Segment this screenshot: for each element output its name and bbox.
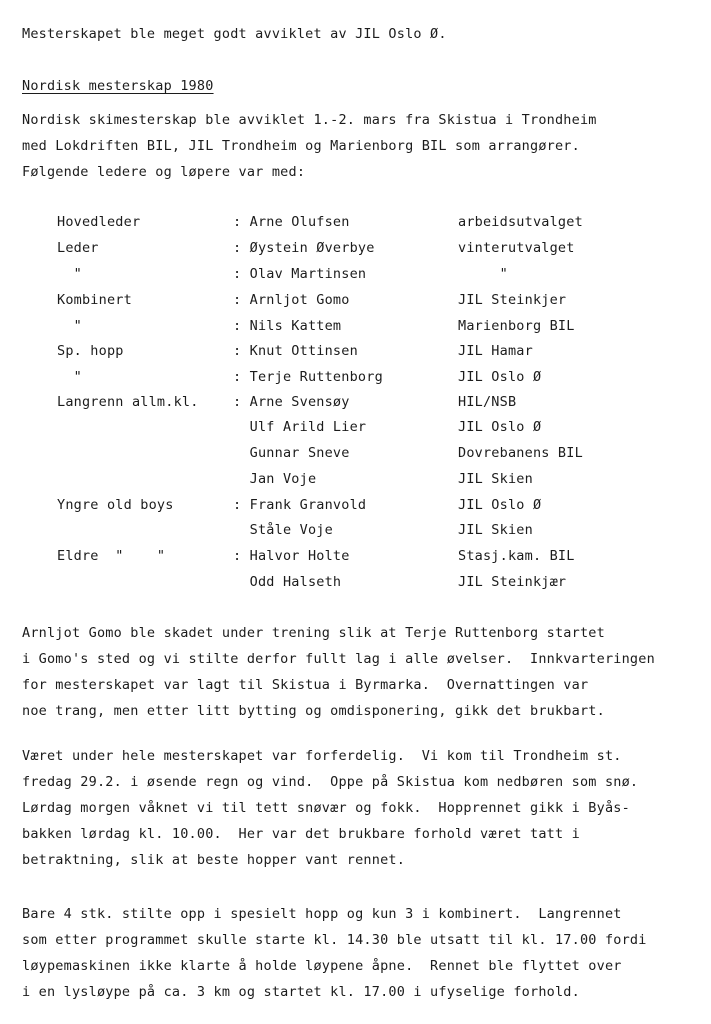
roster-club: JIL Steinkjer: [458, 292, 567, 308]
roster-role: ": [57, 369, 82, 385]
roster-club: JIL Skien: [458, 522, 533, 538]
roster-club: vinterutvalget: [458, 240, 575, 256]
roster-row: [0, 265, 711, 283]
paragraph-line: med Lokdriften BIL, JIL Trondheim og Marienborg BIL som arrangører.: [22, 138, 580, 154]
roster-club: JIL Steinkjær: [458, 574, 567, 590]
roster-name: : Olav Martinsen: [233, 266, 367, 282]
roster-name: Jan Voje: [233, 471, 317, 487]
roster-role: ": [57, 318, 82, 334]
roster-name: : Øystein Øverbye: [233, 240, 375, 256]
paragraph-line: Nordisk skimesterskap ble avviklet 1.-2. mars fra Skistua i Trondheim: [22, 112, 597, 128]
roster-club: Dovrebanens BIL: [458, 445, 583, 461]
roster-row: [0, 444, 711, 462]
roster-row: [0, 418, 711, 436]
roster-club: arbeidsutvalget: [458, 214, 583, 230]
roster-club: Marienborg BIL: [458, 318, 575, 334]
roster-row: [0, 317, 711, 335]
roster-role: Langrenn allm.kl.: [57, 394, 199, 410]
roster-row: [0, 368, 711, 386]
roster-row: [0, 496, 711, 514]
roster-row: [0, 547, 711, 565]
paragraph-line: i en lysløype på ca. 3 km og startet kl. 17.00 i ufyselige forhold.: [22, 984, 580, 1000]
paragraph-line: Arnljot Gomo ble skadet under trening slik at Terje Ruttenborg startet: [22, 625, 605, 641]
roster-name: Odd Halseth: [233, 574, 342, 590]
paragraph-line: Lørdag morgen våknet vi til tett snøvær og fokk. Hopprennet gikk i Byås-: [22, 800, 630, 816]
roster-name: : Knut Ottinsen: [233, 343, 358, 359]
roster-role: Sp. hopp: [57, 343, 124, 359]
roster-name: : Arne Olufsen: [233, 214, 350, 230]
roster-club: Stasj.kam. BIL: [458, 548, 575, 564]
roster-club: JIL Oslo Ø: [458, 419, 542, 435]
paragraph-line: fredag 29.2. i øsende regn og vind. Oppe på Skistua kom nedbøren som snø.: [22, 774, 639, 790]
roster-role: ": [57, 266, 82, 282]
paragraph-line: Følgende ledere og løpere var med:: [22, 164, 306, 180]
roster-club: HIL/NSB: [458, 394, 517, 410]
paragraph-line: betraktning, slik at beste hopper vant rennet.: [22, 852, 406, 868]
roster-row: [0, 239, 711, 257]
roster-club: JIL Hamar: [458, 343, 533, 359]
paragraph-line: Været under hele mesterskapet var forferdelig. Vi kom til Trondheim st.: [22, 748, 622, 764]
roster-name: Ulf Arild Lier: [233, 419, 367, 435]
roster-club: JIL Skien: [458, 471, 533, 487]
roster-row: [0, 521, 711, 539]
roster-club: ": [458, 266, 508, 282]
intro-line: Mesterskapet ble meget godt avviklet av JIL Oslo Ø.: [22, 26, 447, 42]
roster-name: Ståle Voje: [233, 522, 333, 538]
roster-name: : Frank Granvold: [233, 497, 367, 513]
roster-name: : Terje Ruttenborg: [233, 369, 383, 385]
paragraph-line: som etter programmet skulle starte kl. 14.30 ble utsatt til kl. 17.00 fordi: [22, 932, 647, 948]
roster-role: Kombinert: [57, 292, 132, 308]
section-title: Nordisk mesterskap 1980: [22, 78, 214, 94]
paragraph-line: løypemaskinen ikke klarte å holde løypene åpne. Rennet ble flyttet over: [22, 958, 622, 974]
roster-name: Gunnar Sneve: [233, 445, 350, 461]
roster-name: : Nils Kattem: [233, 318, 342, 334]
roster-role: Eldre " ": [57, 548, 166, 564]
paragraph-line: for mesterskapet var lagt til Skistua i Byrmarka. Overnattingen var: [22, 677, 589, 693]
roster-name: : Arnljot Gomo: [233, 292, 350, 308]
roster-row: [0, 573, 711, 591]
paragraph-line: noe trang, men etter litt bytting og omdisponering, gikk det brukbart.: [22, 703, 605, 719]
roster-row: [0, 291, 711, 309]
roster-club: JIL Oslo Ø: [458, 369, 542, 385]
paragraph-line: i Gomo's sted og vi stilte derfor fullt lag i alle øvelser. Innkvarteringen: [22, 651, 655, 667]
roster-role: Leder: [57, 240, 99, 256]
roster-row: [0, 213, 711, 231]
paragraph-line: Bare 4 stk. stilte opp i spesielt hopp og kun 3 i kombinert. Langrennet: [22, 906, 622, 922]
roster-name: : Halvor Holte: [233, 548, 350, 564]
roster-row: [0, 470, 711, 488]
roster-role: Hovedleder: [57, 214, 141, 230]
roster-club: JIL Oslo Ø: [458, 497, 542, 513]
roster-name: : Arne Svensøy: [233, 394, 350, 410]
roster-row: [0, 342, 711, 360]
roster-row: [0, 393, 711, 411]
roster-role: Yngre old boys: [57, 497, 174, 513]
paragraph-line: bakken lørdag kl. 10.00. Her var det brukbare forhold været tatt i: [22, 826, 580, 842]
